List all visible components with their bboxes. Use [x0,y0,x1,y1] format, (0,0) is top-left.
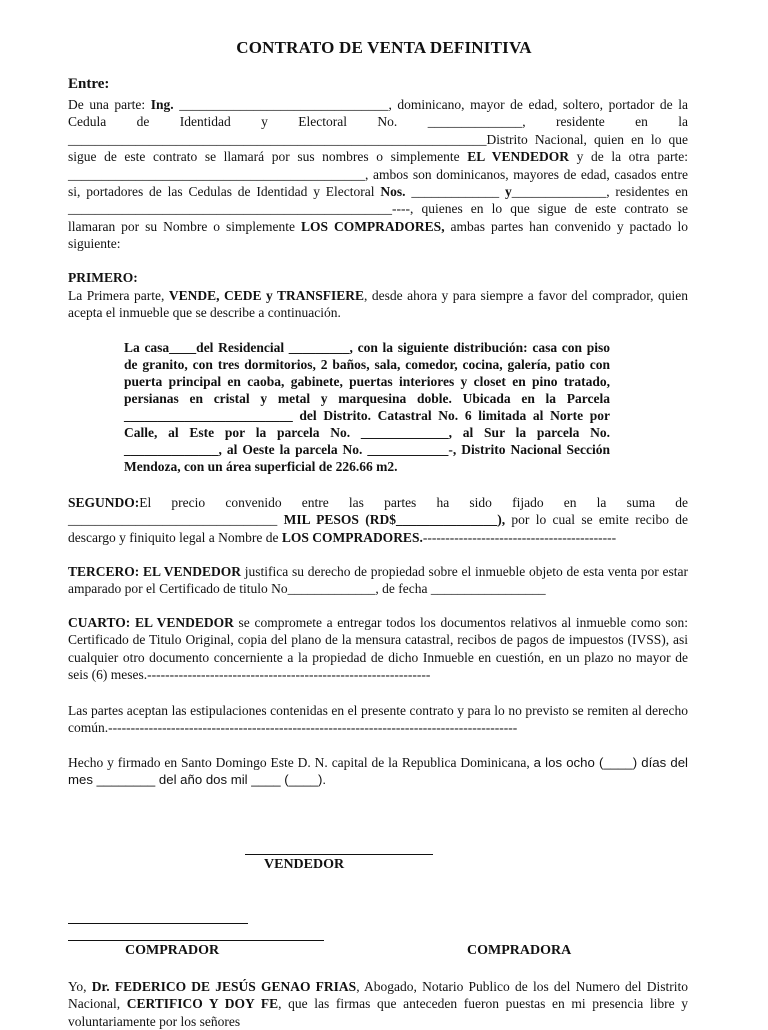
agreement-text: ambas partes han convenido y pactado lo siguiente: [68,218,688,252]
entre-heading: Entre: [68,76,110,92]
signing-place: Hecho y firmado en Santo Domingo Este D. N. capital de la Republica Dominicana, [68,755,534,770]
stipulations-paragraph: Las partes aceptan las estipulaciones contenidas en el presente contrato y para lo no previsto se remiten al derecho común.------------------------------------------------------------------------------------------- [68,703,688,736]
tercero-paragraph [68,563,688,598]
notary-rest: , que las firmas que anteceden fueron puestas en mi presencia libre y voluntariamente por los señores [68,996,688,1029]
segundo-dashes: ------------------------------------------- [422,529,617,545]
signing-date: a los ocho (____) días del mes ________ del año dos mil ____ (____). [68,755,688,788]
tercero-text: justifica su derecho de propiedad sobre el inmueble objeto de esta venta por estar amparado por el Certificado de titulo No_____________, de fecha _________________ [68,564,688,597]
vendedor-label: VENDEDOR [264,857,345,872]
notary-name: Dr. FEDERICO DE JESÚS GENAO FRIAS [91,979,357,994]
primero-paragraph [68,287,688,322]
residence-details: ______________, residentes en ________________________________________________----, quienes en lo que sigue de este contrato se llamaran por su Nombre o simplemente [68,184,688,234]
parties-paragraph [68,96,688,253]
seller-details: _______________________________, dominicano, mayor de edad, soltero, portador de la Cedula de Identidad y Electoral No. ______________, residente en la ______________________________________________________________Distrito Nacional, quien en lo que sigue de este contrato se llamará por sus nombres o simplemente [68,97,688,165]
sale-verbs: VENDE, CEDE y TRANSFIERE [168,288,364,303]
segundo-heading: SEGUNDO: [68,495,140,510]
ing-label: Ing. [150,97,174,112]
signing-paragraph [68,754,688,789]
tercero-heading: TERCERO: EL VENDEDOR [68,564,242,579]
price-amount: MIL PESOS (RD$_______________), [283,512,506,528]
compradores-term: LOS COMPRADORES, [300,218,445,234]
primero-heading: PRIMERO: [68,270,138,285]
buyers-details: y de la otra parte: ____________________________________________, ambos son dominicanos, mayores de edad, casados entre si, portadores de las Cedulas de Identidad y Electoral [68,149,688,200]
comprador-signature-line-2 [68,940,324,941]
cuarto-heading: CUARTO: EL VENDEDOR [68,615,234,630]
certifico-term: CERTIFICO Y DOY FE [126,996,279,1012]
primero-rest: , desde ahora y para siempre a favor del comprador, quien acepta el inmueble que se describe a continuación. [68,288,689,321]
comprador-label: COMPRADOR [125,943,220,958]
segundo-paragraph [68,494,688,546]
property-description: La casa____del Residencial _________, con la siguiente distribución: casa con piso de granito, con tres dormitorios, 2 baños, sala, comedor, cocina, galería, patio con puerta principal en caoba, gabinete, puertas interiores y closet en pino tratado, persianas en cristal y metal y marquesina doble. Ubicada en la Parcela _________________________ del Distrito. Catastral No. 6 limitada al Norte por Calle, al Este por la parcela No. _____________, al Sur la parcela No. ______________, al Oeste la parcela No. ____________-, Distrito Nacional Sección Mendoza, con un área superficial de 226.66 m2. [124,340,610,474]
y-label: y [504,184,512,200]
price-text: El precio convenido entre las partes ha sido fijado en la suma de _______________________________ [68,495,688,528]
vendedor-term: EL VENDEDOR [467,149,570,165]
nos-label: Nos. [380,184,406,200]
cuarto-paragraph [68,614,688,684]
notary-intro: Yo, [68,979,92,994]
vendedor-signature-line [245,854,433,855]
notary-paragraph [68,978,688,1030]
document-title: CONTRATO DE VENTA DEFINITIVA [236,38,532,57]
notary-title: , Abogado, Notario Publico de los del Numero del Distrito Nacional, [68,979,688,1012]
parties-intro: De una parte: [68,97,151,112]
compradora-label: COMPRADORA [467,943,572,958]
cuarto-text: se compromete a entregar todos los documentos relativos al inmueble como son: Certificado de Titulo Original, copia del plano de la mensura catastral, recibos de pagos de impuestos (IVSS), asi cualquier otro documento concerniente a la propiedad de dicho Inmueble en cuestión, en un plazo no mayor de seis (6) meses.--------------------------------------------------------------- [68,615,688,683]
compradores-term-2: LOS COMPRADORES. [281,529,423,545]
primero-intro: La Primera parte, [68,288,169,303]
receipt-text: por lo cual se emite recibo de descargo y finiquito legal a Nombre de [68,512,689,545]
nos-blank: _____________ [405,184,505,200]
comprador-signature-line-1 [68,923,248,924]
